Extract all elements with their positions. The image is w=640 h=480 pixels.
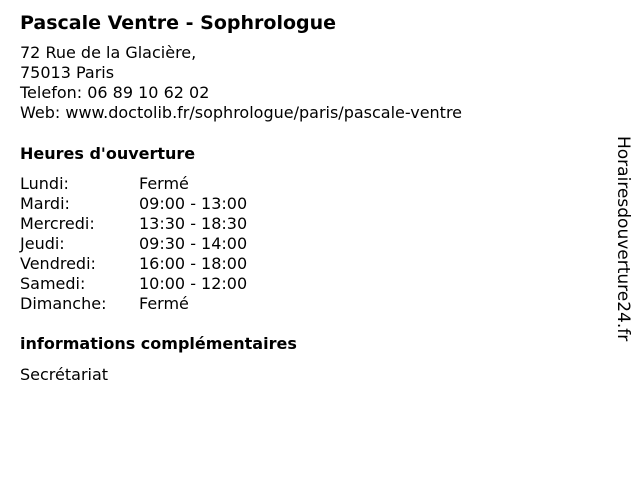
website: Web: www.doctolib.fr/sophrologue/paris/pascale-ventre	[20, 103, 463, 122]
contact-block	[20, 43, 462, 123]
day-label: Mardi:	[20, 194, 70, 213]
hours-row-thursday	[20, 234, 247, 254]
day-label: Samedi:	[20, 274, 86, 293]
address-city: 75013 Paris	[20, 63, 115, 82]
day-hours: 09:30 - 14:00	[139, 234, 248, 253]
day-label: Mercredi:	[20, 214, 95, 233]
phone-number: Telefon: 06 89 10 62 02	[20, 83, 210, 102]
day-label: Vendredi:	[20, 254, 96, 273]
day-hours: 16:00 - 18:00	[139, 254, 248, 273]
hours-row-monday	[20, 174, 247, 194]
day-label: Jeudi:	[20, 234, 65, 253]
hours-row-sunday	[20, 294, 247, 314]
opening-hours-heading: Heures d'ouverture	[20, 144, 196, 163]
hours-row-wednesday	[20, 214, 247, 234]
day-label: Dimanche:	[20, 294, 107, 313]
opening-hours-table	[20, 174, 247, 314]
hours-row-tuesday	[20, 194, 247, 214]
day-hours: Fermé	[139, 294, 189, 313]
additional-info-text: Secrétariat	[20, 365, 109, 384]
address-street: 72 Rue de la Glacière,	[20, 43, 197, 62]
day-hours: 09:00 - 13:00	[139, 194, 248, 213]
business-title: Pascale Ventre - Sophrologue	[20, 12, 337, 34]
site-watermark: Horairesdouverture24.fr	[613, 136, 633, 342]
day-hours: Fermé	[139, 174, 189, 193]
day-label: Lundi:	[20, 174, 69, 193]
additional-info-heading: informations complémentaires	[20, 334, 297, 353]
hours-row-saturday	[20, 274, 247, 294]
day-hours: 13:30 - 18:30	[139, 214, 248, 233]
day-hours: 10:00 - 12:00	[139, 274, 248, 293]
hours-row-friday	[20, 254, 247, 274]
